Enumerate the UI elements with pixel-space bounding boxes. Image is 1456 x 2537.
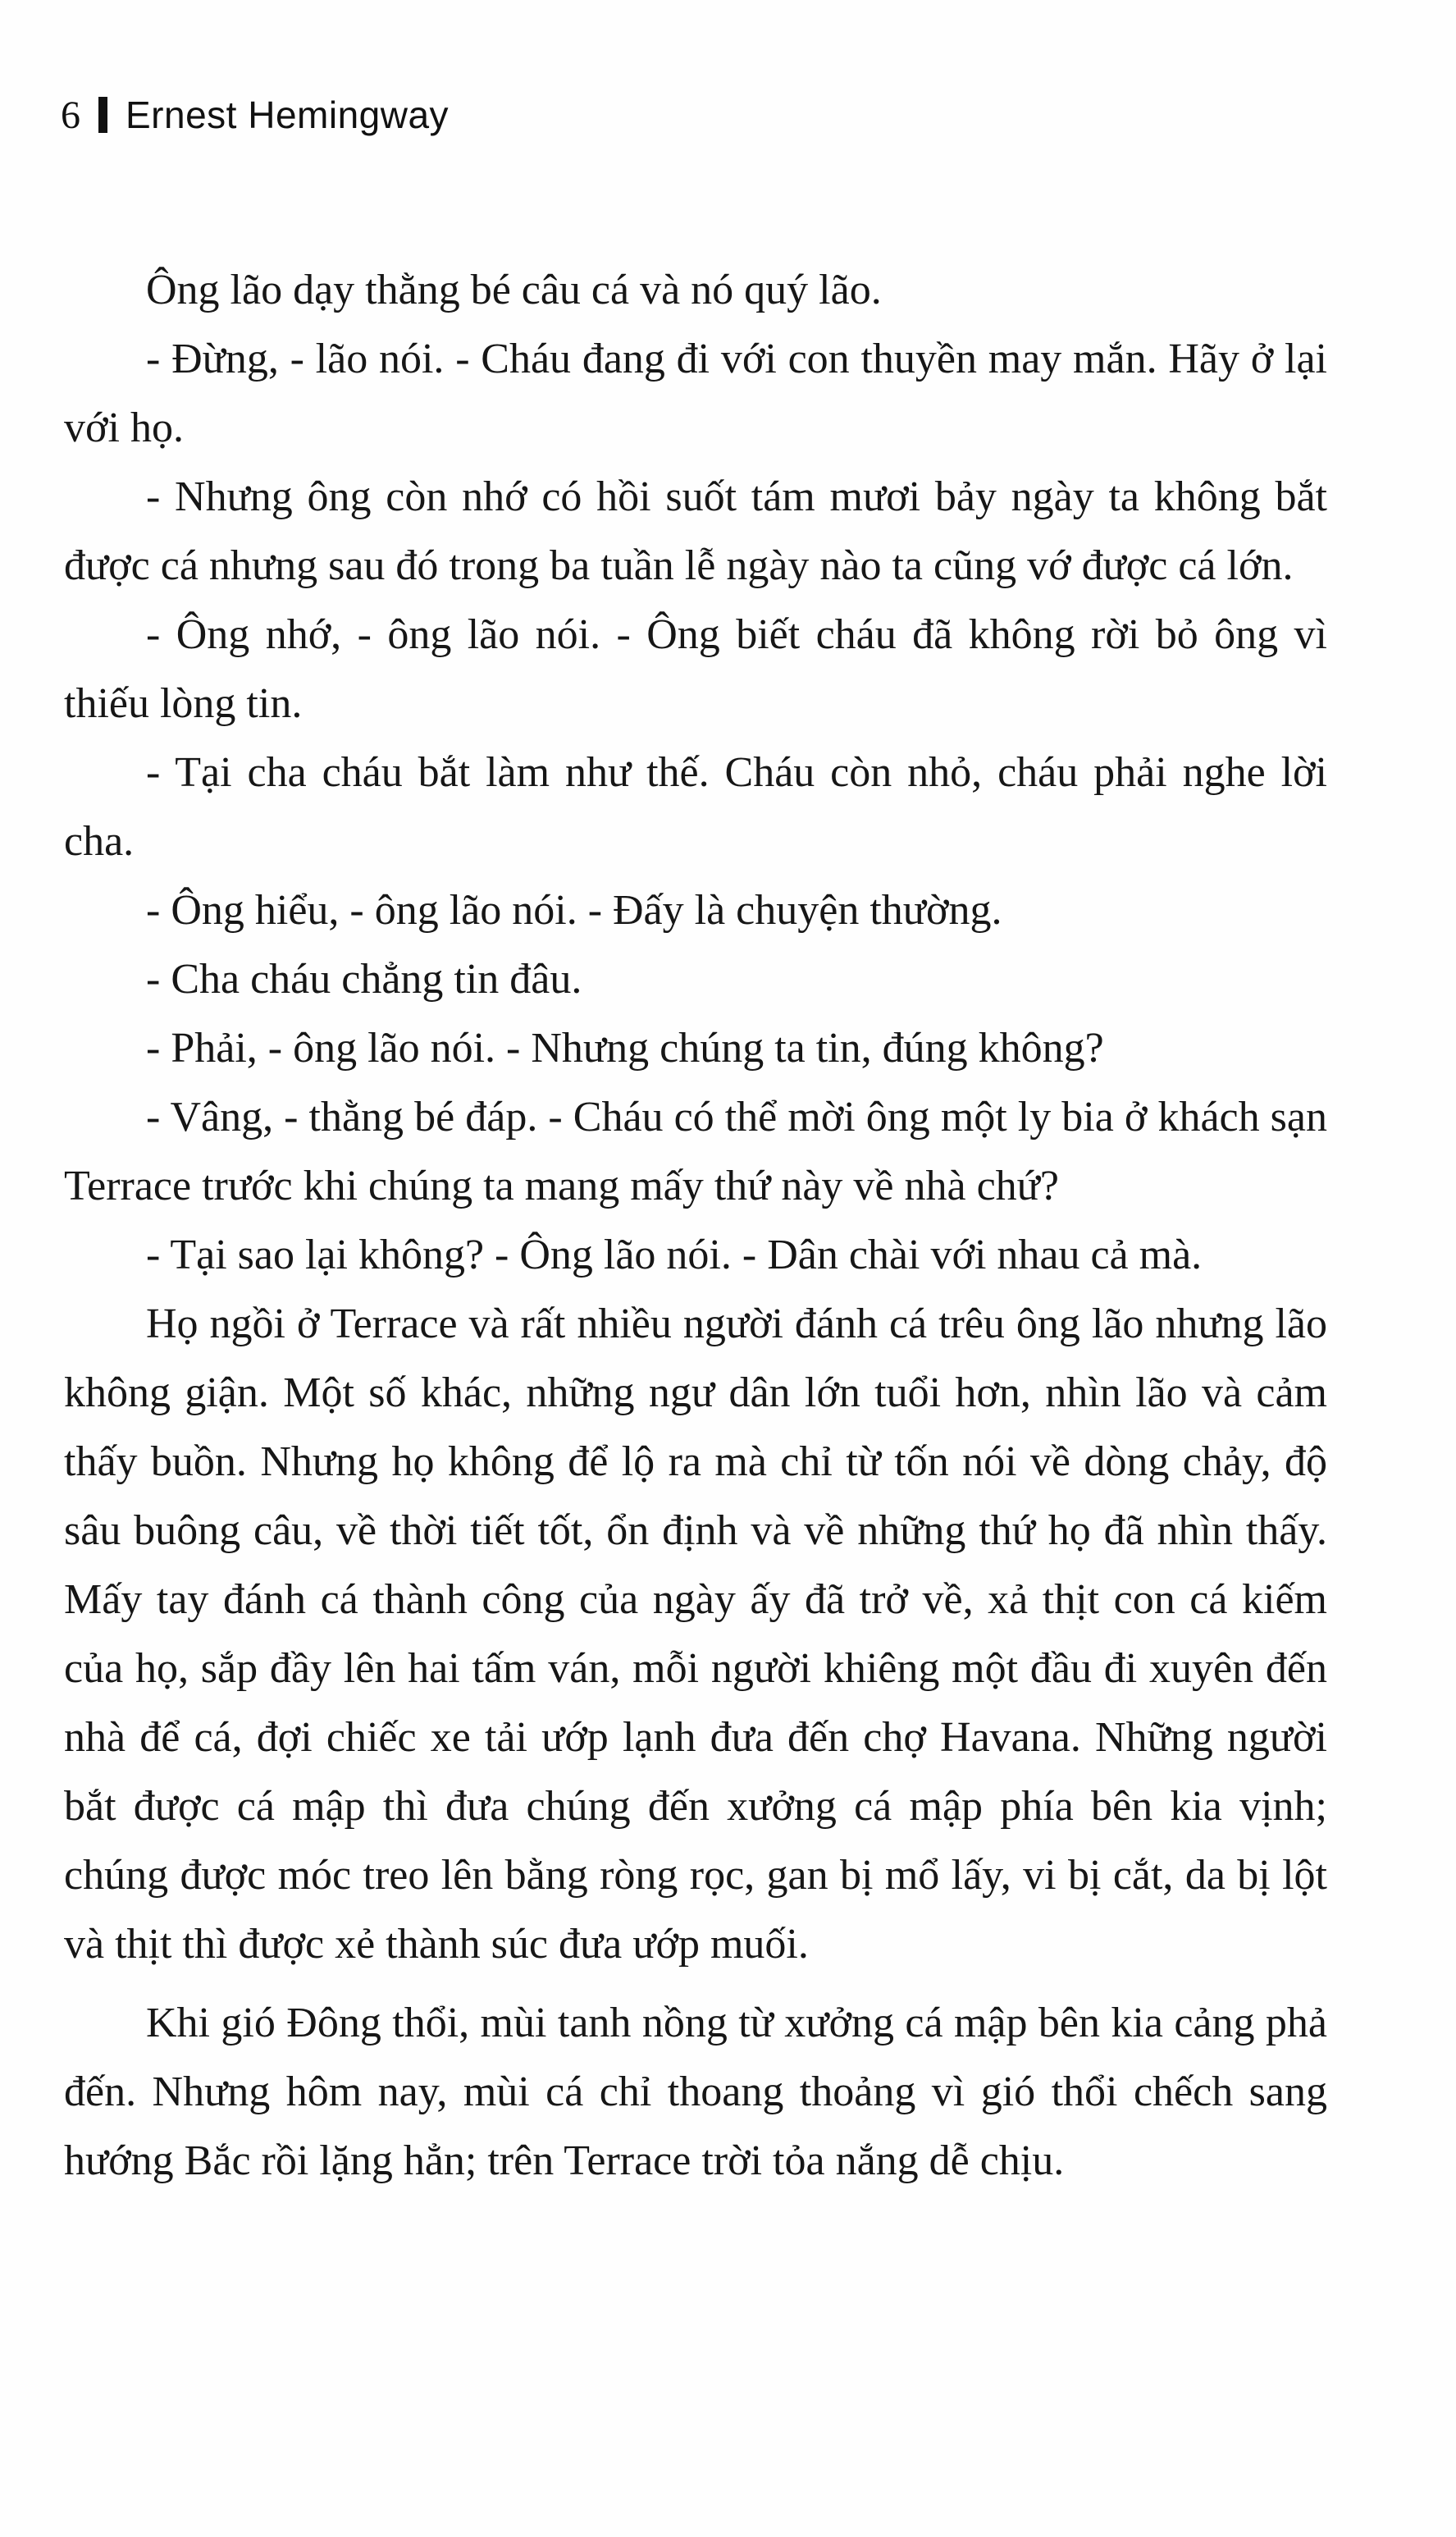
paragraph: - Ông hiểu, - ông lão nói. - Đấy là chuyện thường. — [146, 887, 1002, 934]
header-divider — [98, 97, 107, 133]
paragraph: Ông lão dạy thằng bé câu cá và nó quý lão. — [146, 267, 882, 313]
paragraph: Họ ngồi ở Terrace và rất nhiều người đánh cá trêu ông lão nhưng lão không giận. Một số khác, những ngư dân lớn tuổi hơn, nhìn lão và cảm thấy buồn. Nhưng họ không để lộ ra mà chỉ từ tốn nói về dòng chảy, độ sâu buông câu, về thời tiết tốt, ổn định và về những thứ họ đã nhìn thấy. Mấy tay đánh cá thành công của ngày ấy đã trở về, xả thịt con cá kiếm của họ, sắp đầy lên hai tấm ván, mỗi người khiêng một đầu đi xuyên đến nhà để cá, đợi chiếc xe tải ướp lạnh đưa đến chợ Havana. Những người bắt được cá mập thì đưa chúng đến xưởng cá mập phía bên kia vịnh; chúng được móc treo lên bằng ròng rọc, gan bị mổ lấy, vi bị cắt, da bị lột và thịt thì được xẻ thành súc đưa ướp muối. — [64, 1300, 1327, 1968]
paragraph: - Cha cháu chẳng tin đâu. — [146, 956, 582, 1003]
paragraph: - Vâng, - thằng bé đáp. - Cháu có thể mời ông một ly bia ở khách sạn Terrace trước khi chúng ta mang mấy thứ này về nhà chứ? — [64, 1094, 1327, 1209]
paragraph: - Nhưng ông còn nhớ có hồi suốt tám mươi bảy ngày ta không bắt được cá nhưng sau đó trong ba tuần lễ ngày nào ta cũng vớ được cá lớn. — [64, 473, 1327, 589]
paragraph: - Phải, - ông lão nói. - Nhưng chúng ta tin, đúng không? — [146, 1025, 1104, 1072]
author-name: Ernest Hemingway — [126, 94, 450, 136]
paragraph: Khi gió Đông thổi, mùi tanh nồng từ xưởng cá mập bên kia cảng phả đến. Nhưng hôm nay, mùi cá chỉ thoang thoảng vì gió thổi chếch sang hướng Bắc rồi lặng hẳn; trên Terrace trời tỏa nắng dễ chịu. — [64, 2000, 1327, 2184]
paragraph: - Đừng, - lão nói. - Cháu đang đi với con thuyền may mắn. Hãy ở lại với họ. — [64, 336, 1327, 451]
paragraph: - Ông nhớ, - ông lão nói. - Ông biết cháu đã không rời bỏ ông vì thiếu lòng tin. — [64, 611, 1327, 727]
running-head — [61, 90, 449, 139]
page-number: 6 — [61, 93, 80, 137]
body-text — [64, 256, 1327, 2196]
paragraph: - Tại cha cháu bắt làm như thế. Cháu còn nhỏ, cháu phải nghe lời cha. — [64, 749, 1327, 865]
paragraph: - Tại sao lại không? - Ông lão nói. - Dân chài với nhau cả mà. — [146, 1232, 1203, 1278]
